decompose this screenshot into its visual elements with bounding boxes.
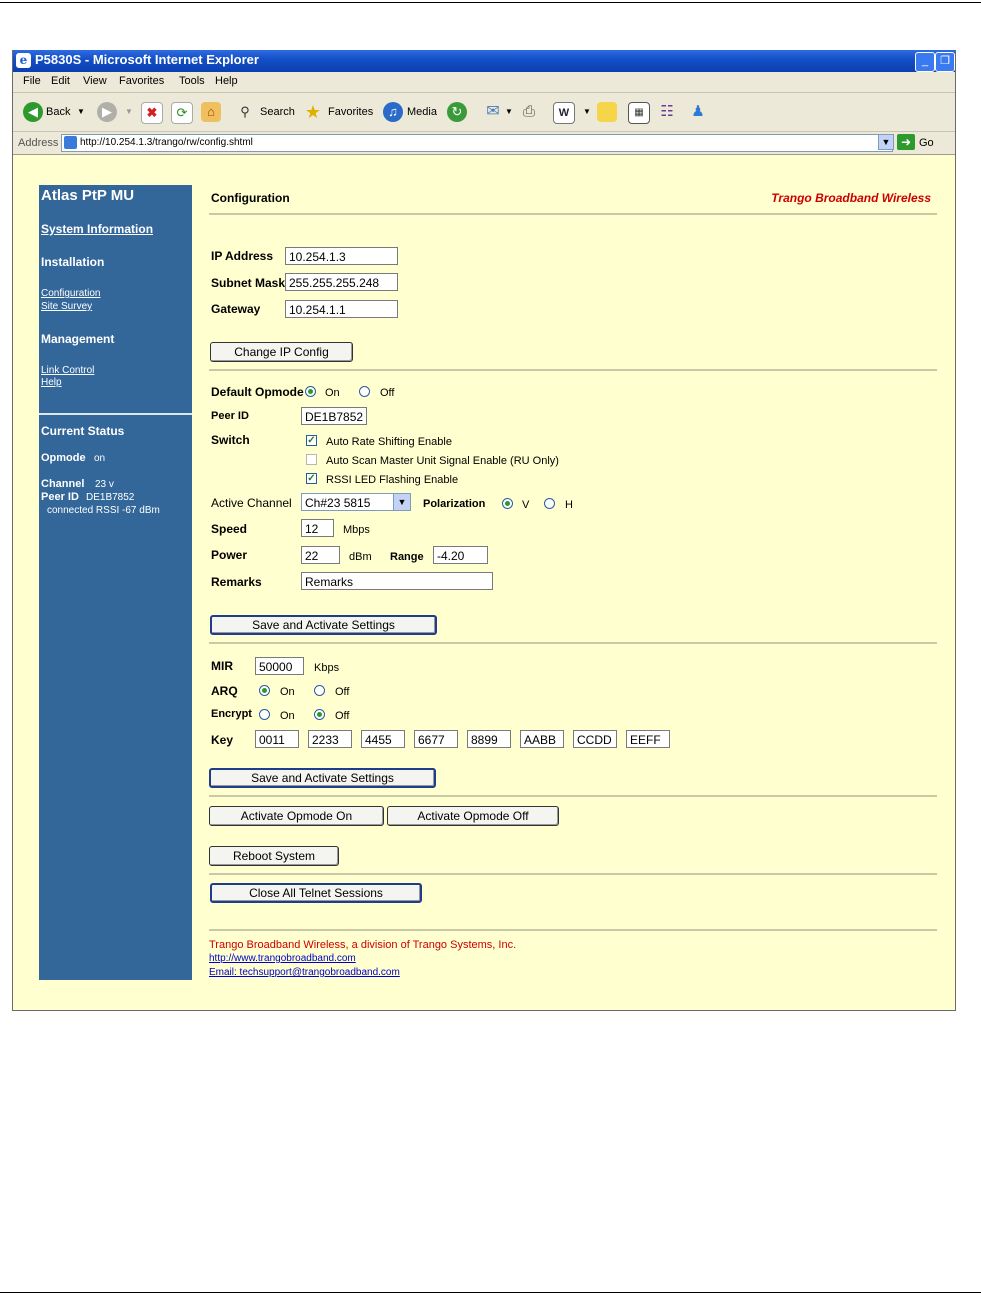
sidebar-link-help[interactable]: Help: [41, 377, 62, 388]
sidebar-link-system-information[interactable]: System Information: [41, 222, 154, 236]
address-label: Address: [18, 137, 59, 149]
polarization-h-label: H: [565, 499, 573, 511]
polarization-label: Polarization: [423, 498, 486, 510]
print-icon[interactable]: ⎙: [522, 103, 535, 120]
change-ip-config-button[interactable]: Change IP Config: [210, 342, 353, 362]
auto-rate-label: Auto Rate Shifting Enable: [326, 436, 452, 448]
stop-icon[interactable]: ✖: [141, 102, 163, 124]
menu-bar: [13, 72, 955, 93]
sidebar: [39, 185, 192, 980]
arq-on-label: On: [280, 686, 295, 698]
search-icon[interactable]: ⚲: [240, 104, 250, 119]
main-panel: [209, 185, 937, 985]
chevron-down-icon: ▼: [393, 494, 410, 510]
encrypt-on-radio[interactable]: [259, 709, 270, 720]
link-divider: [209, 795, 937, 797]
restore-button[interactable]: ❐: [935, 52, 955, 72]
arq-on-radio[interactable]: [259, 685, 270, 696]
auto-scan-checkbox[interactable]: [306, 454, 317, 465]
status-peer-id-label: Peer ID: [41, 491, 79, 503]
key-input-1[interactable]: 0011: [255, 730, 299, 748]
key-input-6[interactable]: AABB: [520, 730, 564, 748]
remarks-label: Remarks: [211, 575, 262, 589]
menu-tools[interactable]: Tools: [179, 75, 205, 87]
edit-word-icon[interactable]: W: [553, 102, 575, 124]
refresh-icon[interactable]: ⟳: [171, 102, 193, 124]
reboot-system-button[interactable]: Reboot System: [209, 846, 339, 866]
status-connected-rssi: connected RSSI -67 dBm: [47, 505, 160, 516]
encrypt-off-label: Off: [335, 710, 350, 722]
gateway-label: Gateway: [211, 302, 261, 316]
menu-favorites[interactable]: Favorites: [119, 75, 165, 87]
encrypt-on-label: On: [280, 710, 295, 722]
menu-edit[interactable]: Edit: [51, 75, 70, 87]
address-dropdown-icon[interactable]: ▼: [878, 134, 894, 150]
footer-company: Trango Broadband Wireless, a division of Trango Systems, Inc.: [209, 939, 517, 951]
remarks-input[interactable]: Remarks: [301, 572, 493, 590]
auto-scan-label: Auto Scan Master Unit Signal Enable (RU Only): [326, 455, 559, 467]
address-url: http://10.254.1.3/trango/rw/config.shtml: [80, 137, 253, 148]
active-channel-value: Ch#23 5815: [305, 496, 371, 510]
save-activate-link-settings-button[interactable]: Save and Activate Settings: [209, 768, 436, 788]
page-title: Configuration: [211, 191, 290, 205]
research-icon[interactable]: ▦: [628, 102, 650, 124]
active-channel-label: Active Channel: [211, 496, 292, 510]
status-channel-label: Channel: [41, 478, 85, 490]
speed-label: Speed: [211, 522, 248, 536]
sidebar-divider: [39, 413, 192, 415]
auto-rate-checkbox[interactable]: ✓: [307, 435, 316, 446]
brand-title: Trango Broadband Wireless: [771, 191, 931, 205]
toolbar: [13, 93, 955, 132]
opmode-off-label: Off: [380, 387, 395, 399]
media-icon[interactable]: ♫: [383, 102, 403, 122]
status-channel-value: 23 v: [95, 479, 114, 490]
page-bottom-rule: [0, 1292, 981, 1293]
subnet-mask-input[interactable]: 255.255.255.248: [285, 273, 398, 291]
go-button[interactable]: Go: [919, 137, 934, 149]
status-opmode-value: on: [94, 453, 106, 464]
favorites-button[interactable]: Favorites: [328, 106, 374, 118]
ip-address-input[interactable]: 10.254.1.3: [285, 247, 398, 265]
rssi-led-checkbox[interactable]: ✓: [307, 473, 316, 484]
range-input[interactable]: -4.20: [433, 546, 488, 564]
go-arrow-icon[interactable]: ➜: [897, 134, 915, 150]
reboot-divider: [209, 873, 937, 875]
browser-window: [12, 50, 956, 1011]
key-input-5[interactable]: 8899: [467, 730, 511, 748]
mir-label: MIR: [211, 659, 233, 673]
default-opmode-label: Default Opmode: [211, 385, 304, 399]
ip-divider: [209, 369, 937, 371]
media-button[interactable]: Media: [407, 106, 437, 118]
forward-dropdown-icon[interactable]: ▼: [125, 107, 133, 116]
arq-off-label: Off: [335, 686, 350, 698]
footer-email-link[interactable]: Email: techsupport@trangobroadband.com: [209, 967, 400, 978]
sidebar-title: Atlas PtP MU: [41, 187, 135, 204]
sidebar-link-link-control[interactable]: Link Control: [41, 365, 95, 376]
power-unit: dBm: [349, 551, 372, 563]
footer-divider: [209, 929, 937, 931]
peer-id-input[interactable]: DE1B7852: [301, 407, 367, 425]
opmode-on-radio[interactable]: [305, 386, 316, 397]
title-bar: [13, 50, 955, 72]
status-peer-id-value: DE1B7852: [86, 492, 135, 503]
status-opmode-label: Opmode: [41, 452, 86, 464]
power-input[interactable]: 22: [301, 546, 340, 564]
page-content: [13, 155, 955, 1010]
ie-logo-icon: e: [16, 53, 31, 68]
header-divider: [209, 213, 937, 215]
polarization-v-radio[interactable]: [502, 498, 513, 509]
opmode-off-radio[interactable]: [359, 386, 370, 397]
close-telnet-sessions-button[interactable]: Close All Telnet Sessions: [210, 883, 422, 903]
back-dropdown-icon[interactable]: ▼: [77, 107, 85, 116]
footer-website-link[interactable]: http://www.trangobroadband.com: [209, 953, 356, 964]
encrypt-label: Encrypt: [211, 708, 252, 720]
key-input-3[interactable]: 4455: [361, 730, 405, 748]
activate-opmode-off-button[interactable]: Activate Opmode Off: [387, 806, 559, 826]
arq-off-radio[interactable]: [314, 685, 325, 696]
forward-arrow-icon[interactable]: ▶: [97, 102, 117, 122]
ip-address-label: IP Address: [211, 249, 274, 263]
radio-divider: [209, 642, 937, 644]
sidebar-heading-management: Management: [41, 332, 115, 346]
encrypt-off-radio[interactable]: [314, 709, 325, 720]
sidebar-heading-installation: Installation: [41, 255, 105, 269]
range-label: Range: [390, 551, 424, 563]
sidebar-link-site-survey[interactable]: Site Survey: [41, 301, 93, 312]
menu-view[interactable]: View: [83, 75, 107, 87]
power-label: Power: [211, 548, 248, 562]
mir-unit: Kbps: [314, 662, 340, 674]
page-icon: [64, 136, 77, 149]
home-icon[interactable]: ⌂: [201, 102, 221, 122]
print-preview-icon[interactable]: ☷: [660, 103, 674, 120]
active-channel-select[interactable]: [301, 493, 411, 511]
favorites-star-icon[interactable]: ★: [304, 102, 322, 122]
menu-help[interactable]: Help: [215, 75, 238, 87]
edit-dropdown-icon[interactable]: ▼: [583, 107, 591, 116]
mail-dropdown-icon[interactable]: ▼: [505, 107, 513, 116]
back-arrow-icon[interactable]: ◀: [23, 102, 43, 122]
sidebar-heading-current-status: Current Status: [41, 424, 125, 438]
key-label: Key: [211, 733, 234, 747]
save-activate-settings-button[interactable]: Save and Activate Settings: [210, 615, 437, 635]
menu-file[interactable]: File: [23, 75, 41, 87]
page-top-rule: [0, 2, 981, 3]
arq-label: ARQ: [211, 684, 238, 698]
mail-icon[interactable]: ✉: [486, 103, 500, 120]
rssi-led-label: RSSI LED Flashing Enable: [326, 474, 459, 486]
speed-unit: Mbps: [343, 524, 370, 536]
search-button[interactable]: Search: [260, 106, 295, 118]
key-input-4[interactable]: 6677: [414, 730, 458, 748]
address-input[interactable]: [61, 134, 893, 152]
sidebar-link-configuration[interactable]: Configuration: [41, 288, 101, 299]
peer-id-label: Peer ID: [211, 410, 249, 422]
switch-label: Switch: [211, 433, 250, 447]
back-button[interactable]: Back: [46, 106, 71, 118]
key-input-8[interactable]: EEFF: [626, 730, 670, 748]
key-input-2[interactable]: 2233: [308, 730, 352, 748]
opmode-on-label: On: [325, 387, 340, 399]
discuss-icon[interactable]: [597, 102, 617, 122]
gateway-input[interactable]: 10.254.1.1: [285, 300, 398, 318]
history-icon[interactable]: ↻: [447, 102, 467, 122]
polarization-v-label: V: [522, 499, 530, 511]
polarization-h-radio[interactable]: [544, 498, 555, 509]
address-bar: [13, 132, 955, 155]
messenger-icon[interactable]: ♟: [691, 103, 705, 120]
minimize-button[interactable]: _: [915, 52, 935, 72]
activate-opmode-on-button[interactable]: Activate Opmode On: [209, 806, 384, 826]
mir-input[interactable]: 50000: [255, 657, 304, 675]
subnet-mask-label: Subnet Mask: [211, 276, 286, 290]
key-input-7[interactable]: CCDD: [573, 730, 617, 748]
window-title: P5830S - Microsoft Internet Explorer: [35, 52, 259, 67]
speed-input[interactable]: 12: [301, 519, 334, 537]
